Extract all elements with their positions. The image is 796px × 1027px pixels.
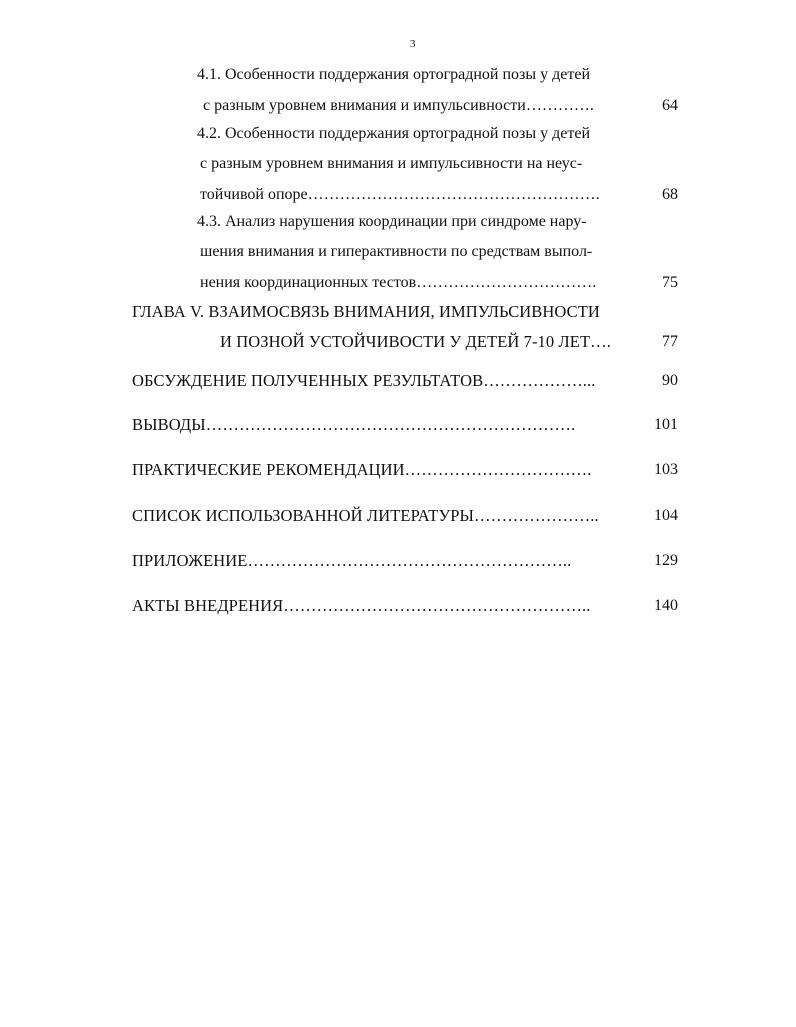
toc-4-3-page: 75 [662,274,678,291]
toc-4-3-line2: шения внимания и гиперактивности по средствам выпол- [200,243,593,260]
page-number: 3 [410,38,416,50]
toc-4-1-line2: с разным уровнем внимания и импульсивности…………. [203,97,594,114]
toc-conclusions: ВЫВОДЫ…………………………………………………………. [132,415,576,434]
toc-4-2-line2: с разным уровнем внимания и импульсивности на неус- [200,155,583,172]
toc-appendix-page: 129 [654,552,678,569]
toc-appendix: ПРИЛОЖЕНИЕ………………………………………………….. [132,551,572,570]
toc-chapter-5-line2: И ПОЗНОЙ УСТОЙЧИВОСТИ У ДЕТЕЙ 7-10 ЛЕТ…. [220,332,611,351]
toc-4-3-line1: 4.3. Анализ нарушения координации при синдроме нару- [197,213,587,230]
toc-4-2-page: 68 [662,186,678,203]
toc-4-2-line1: 4.2. Особенности поддержания ортоградной позы у детей [197,125,591,142]
toc-references: СПИСОК ИСПОЛЬЗОВАННОЙ ЛИТЕРАТУРЫ………………….. [132,506,599,525]
toc-acts-page: 140 [654,597,678,614]
toc-4-1-line1: 4.1. Особенности поддержания ортоградной позы у детей [197,66,591,83]
toc-acts: АКТЫ ВНЕДРЕНИЯ……………………………………………….. [132,596,591,615]
toc-4-1-page: 64 [662,97,678,114]
toc-4-3-line3: нения координационных тестов……………………………. [200,274,597,291]
toc-recommendations: ПРАКТИЧЕСКИЕ РЕКОМЕНДАЦИИ……………………………. [132,460,592,479]
toc-discussion: ОБСУЖДЕНИЕ ПОЛУЧЕННЫХ РЕЗУЛЬТАТОВ………………... [132,371,596,390]
toc-4-2-line3: тойчивой опоре………………………………………………. [200,186,600,203]
toc-discussion-page: 90 [662,372,678,389]
toc-chapter-5-page: 77 [662,333,678,350]
toc-chapter-5-line1: ГЛАВА V. ВЗАИМОСВЯЗЬ ВНИМАНИЯ, ИМПУЛЬСИВНОСТИ [132,302,600,321]
toc-recommendations-page: 103 [654,461,678,478]
toc-conclusions-page: 101 [654,416,678,433]
toc-references-page: 104 [654,507,678,524]
